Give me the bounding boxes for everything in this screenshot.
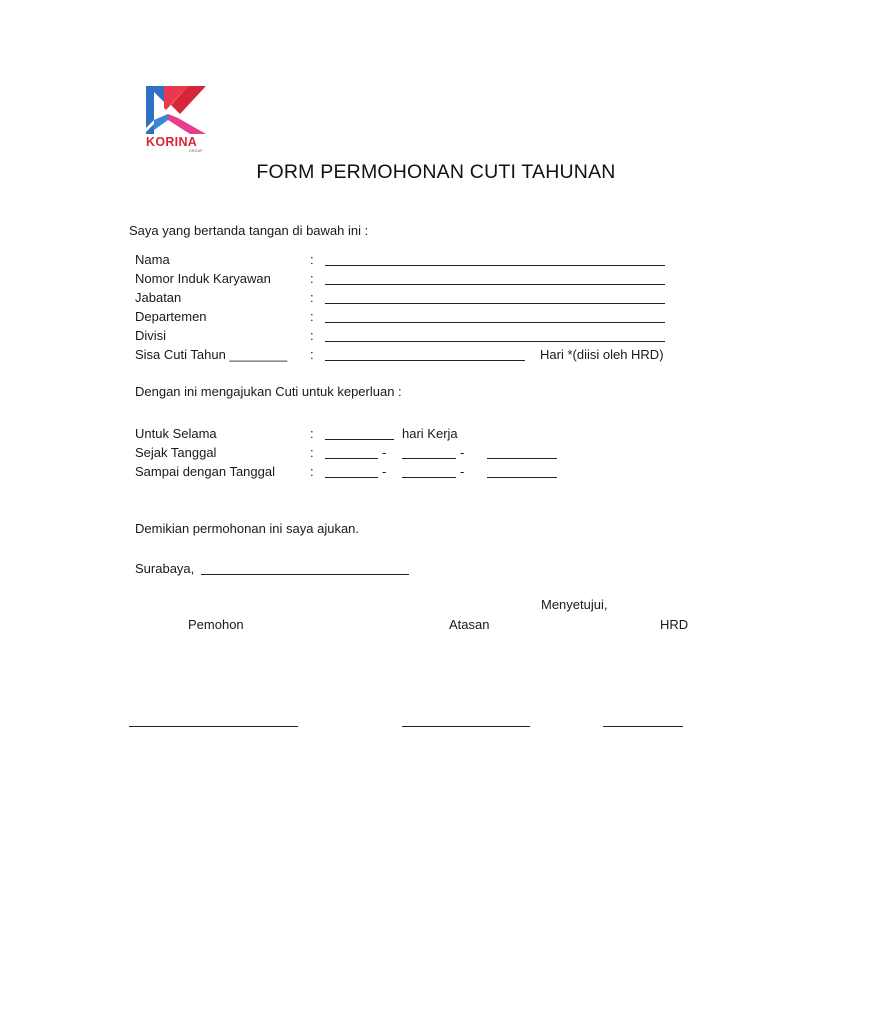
colon: :	[310, 347, 314, 362]
field-label-sisa-cuti: Sisa Cuti Tahun ________	[135, 347, 288, 362]
date-dash: -	[460, 445, 465, 460]
nama-input-line[interactable]	[325, 265, 665, 266]
date-place-input-line[interactable]	[201, 574, 409, 575]
colon: :	[310, 290, 314, 305]
label-untuk-selama: Untuk Selama	[135, 426, 217, 441]
jumlah-hari-input-line[interactable]	[325, 439, 394, 440]
signature-line-atasan[interactable]	[402, 726, 530, 727]
purpose-text: Dengan ini mengajukan Cuti untuk keperluan :	[135, 384, 402, 399]
colon: :	[310, 309, 314, 324]
field-label-nama: Nama	[135, 252, 170, 267]
sisa-cuti-note: Hari *(diisi oleh HRD)	[540, 347, 664, 362]
sisa-cuti-input-line[interactable]	[325, 360, 525, 361]
sampai-tanggal-year-line[interactable]	[487, 477, 557, 478]
colon: :	[310, 445, 314, 460]
colon: :	[310, 328, 314, 343]
nomor-induk-input-line[interactable]	[325, 284, 665, 285]
departemen-input-line[interactable]	[325, 322, 665, 323]
date-dash: -	[382, 445, 387, 460]
field-label-jabatan: Jabatan	[135, 290, 182, 305]
signature-label-hrd: HRD	[660, 617, 689, 632]
signature-label-atasan: Atasan	[449, 617, 490, 632]
logo-subtitle: GROUP	[189, 149, 203, 153]
sejak-tanggal-year-line[interactable]	[487, 458, 557, 459]
sampai-tanggal-month-line[interactable]	[402, 477, 456, 478]
label-sampai-tanggal: Sampai dengan Tanggal	[135, 464, 275, 479]
colon: :	[310, 252, 314, 267]
date-dash: -	[460, 464, 465, 479]
divisi-input-line[interactable]	[325, 341, 665, 342]
sampai-tanggal-day-line[interactable]	[325, 477, 378, 478]
form-title: FORM PERMOHONAN CUTI TAHUNAN	[256, 161, 616, 183]
colon: :	[310, 464, 314, 479]
field-label-nomor-induk: Nomor Induk Karyawan	[135, 271, 271, 286]
jabatan-input-line[interactable]	[325, 303, 665, 304]
sejak-tanggal-day-line[interactable]	[325, 458, 378, 459]
field-label-departemen: Departemen	[135, 309, 207, 324]
sejak-tanggal-month-line[interactable]	[402, 458, 456, 459]
colon: :	[310, 271, 314, 286]
colon: :	[310, 426, 314, 441]
signature-label-pemohon: Pemohon	[188, 617, 244, 632]
signature-line-hrd[interactable]	[603, 726, 683, 727]
date-dash: -	[382, 464, 387, 479]
label-hari-kerja: hari Kerja	[402, 426, 458, 441]
intro-text: Saya yang bertanda tangan di bawah ini :	[129, 223, 369, 238]
closing-text: Demikian permohonan ini saya ajukan.	[135, 521, 360, 536]
approval-heading: Menyetujui,	[541, 597, 608, 612]
signature-line-pemohon[interactable]	[129, 726, 298, 727]
logo-wordmark: KORINA	[146, 135, 198, 149]
field-label-divisi: Divisi	[135, 328, 167, 343]
label-sejak-tanggal: Sejak Tanggal	[135, 445, 217, 460]
city-label: Surabaya,	[135, 561, 195, 576]
